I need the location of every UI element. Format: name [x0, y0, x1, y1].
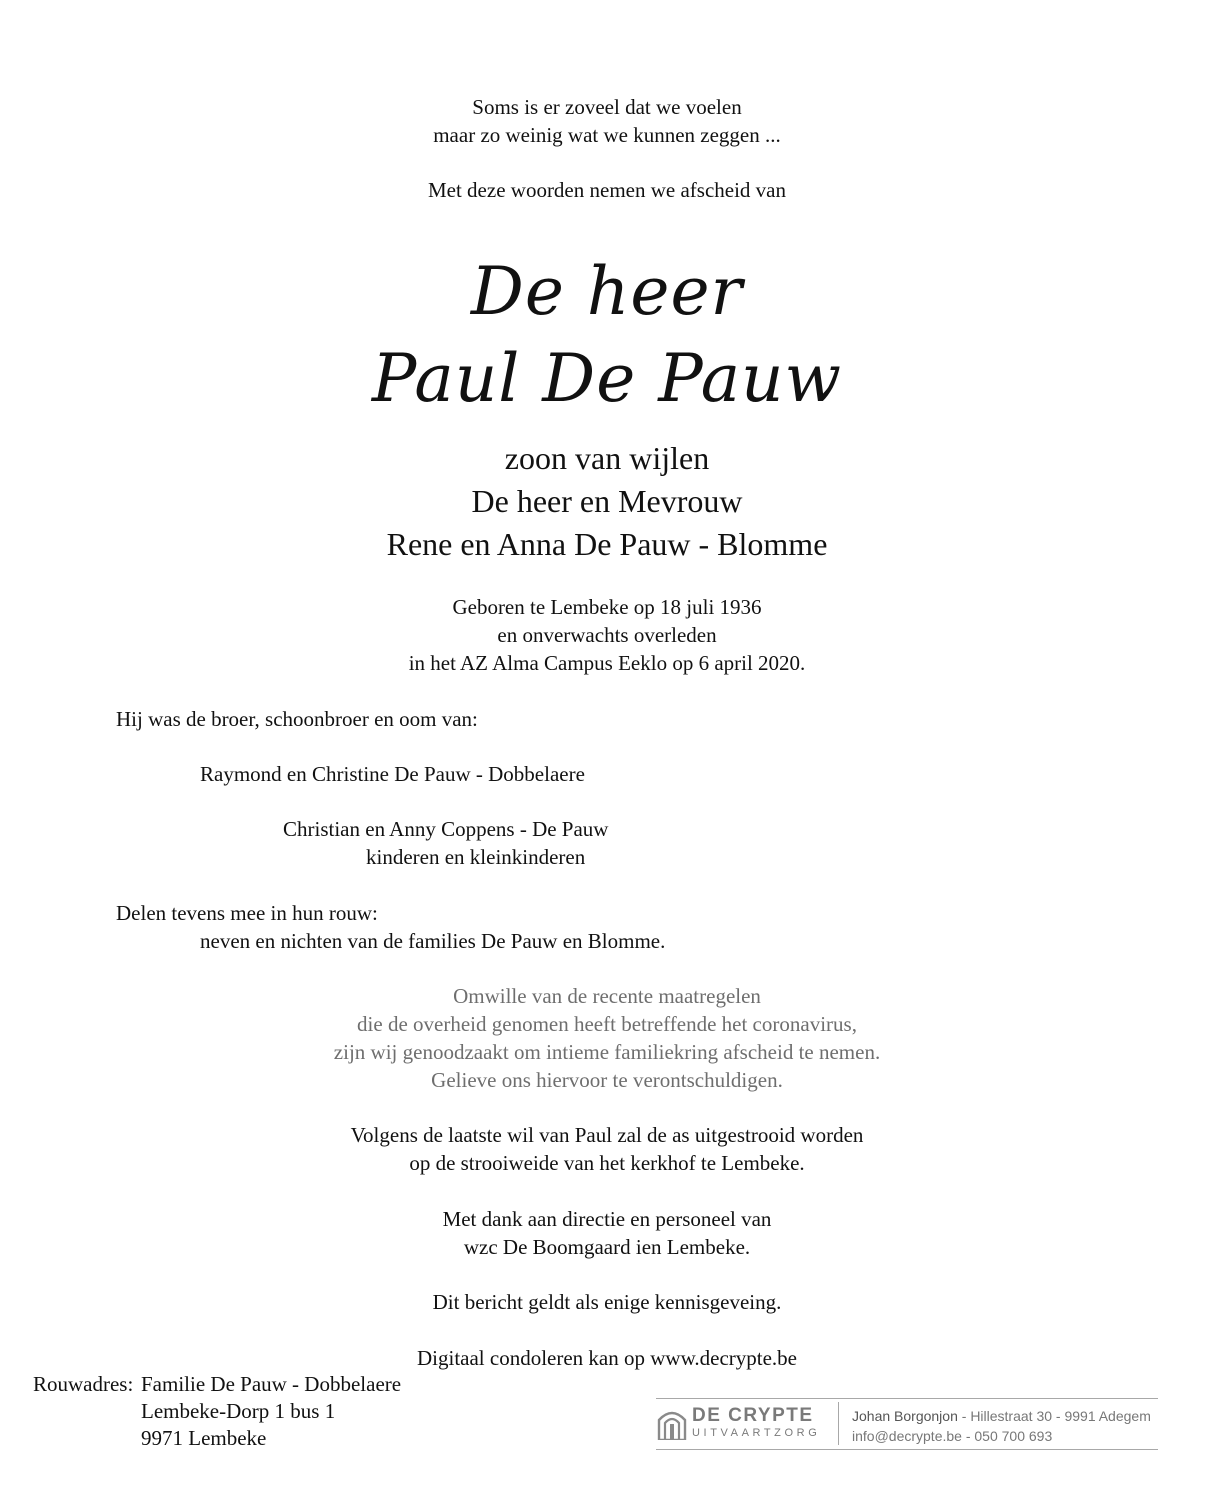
contact-line-1	[852, 1406, 1151, 1426]
crypte-brand: DE CRYPTE	[692, 1405, 814, 1426]
address-label: Rouwadres:	[33, 1372, 134, 1396]
notice-line-4: Gelieve ons hiervoor te verontschuldigen.	[431, 1068, 783, 1092]
dates-line-1: Geboren te Lembeke op 18 juli 1936	[452, 595, 762, 619]
family-member-1: Raymond en Christine De Pauw - Dobbelaere	[200, 762, 585, 786]
mourning-line: neven en nichten van de families De Pauw en Blomme.	[200, 929, 666, 953]
notice-line-2: die de overheid genomen heeft betreffende het coronavirus,	[357, 1012, 857, 1036]
condolence-line: Digitaal condoleren kan op www.decrypte.be	[417, 1346, 797, 1370]
family-intro: Hij was de broer, schoonbroer en oom van:	[116, 707, 478, 731]
parents-line-2: De heer en Mevrouw	[471, 483, 743, 519]
family-member-2: Christian en Anny Coppens - De Pauw	[283, 817, 609, 841]
contact-name: Johan Borgonjon	[852, 1408, 958, 1424]
family-member-2-sub: kinderen en kleinkinderen	[366, 845, 586, 869]
opening-line-1: Soms is er zoveel dat we voelen	[472, 95, 742, 119]
opening-line-3: Met deze woorden nemen we afscheid van	[427, 178, 786, 202]
contact-address: - Hillestraat 30 - 9991 Adegem	[957, 1408, 1151, 1424]
deceased-name: Paul De Pauw	[371, 340, 843, 417]
deceased-title: De heer	[470, 253, 744, 330]
thanks-line-1: Met dank aan directie en personeel van	[442, 1207, 772, 1231]
footer-top-rule	[656, 1398, 1158, 1399]
contact-line-2: info@decrypte.be - 050 700 693	[852, 1428, 1053, 1444]
mourning-intro: Delen tevens mee in hun rouw:	[116, 901, 378, 925]
address-line-2: Lembeke-Dorp 1 bus 1	[141, 1399, 336, 1423]
dates-line-3: in het AZ Alma Campus Eeklo op 6 april 2020.	[408, 651, 806, 675]
notice-line-1: Omwille van de recente maatregelen	[453, 984, 761, 1008]
wish-line-1: Volgens de laatste wil van Paul zal de as uitgestrooid worden	[350, 1123, 864, 1147]
notice-line-3: zijn wij genoodzaakt om intieme familiekring afscheid te nemen.	[333, 1040, 881, 1064]
footer-bottom-rule	[656, 1449, 1158, 1450]
parents-line-3: Rene en Anna De Pauw - Blomme	[386, 526, 828, 562]
wish-line-2: op de strooiweide van het kerkhof te Lembeke.	[409, 1151, 805, 1175]
thanks-line-2: wzc De Boomgaard ien Lembeke.	[463, 1235, 751, 1259]
announcement: Dit bericht geldt als enige kennisgeveing.	[432, 1290, 782, 1314]
footer-divider	[838, 1402, 839, 1445]
crypte-subtitle: UITVAARTZORG	[692, 1427, 821, 1439]
crypte-logo-icon	[657, 1406, 687, 1440]
opening-line-2: maar zo weinig wat we kunnen zeggen ...	[433, 123, 781, 147]
parents-line-1: zoon van wijlen	[504, 440, 710, 476]
address-line-1: Familie De Pauw - Dobbelaere	[141, 1372, 402, 1396]
address-line-3: 9971 Lembeke	[141, 1426, 267, 1450]
dates-line-2: en onverwachts overleden	[497, 623, 717, 647]
